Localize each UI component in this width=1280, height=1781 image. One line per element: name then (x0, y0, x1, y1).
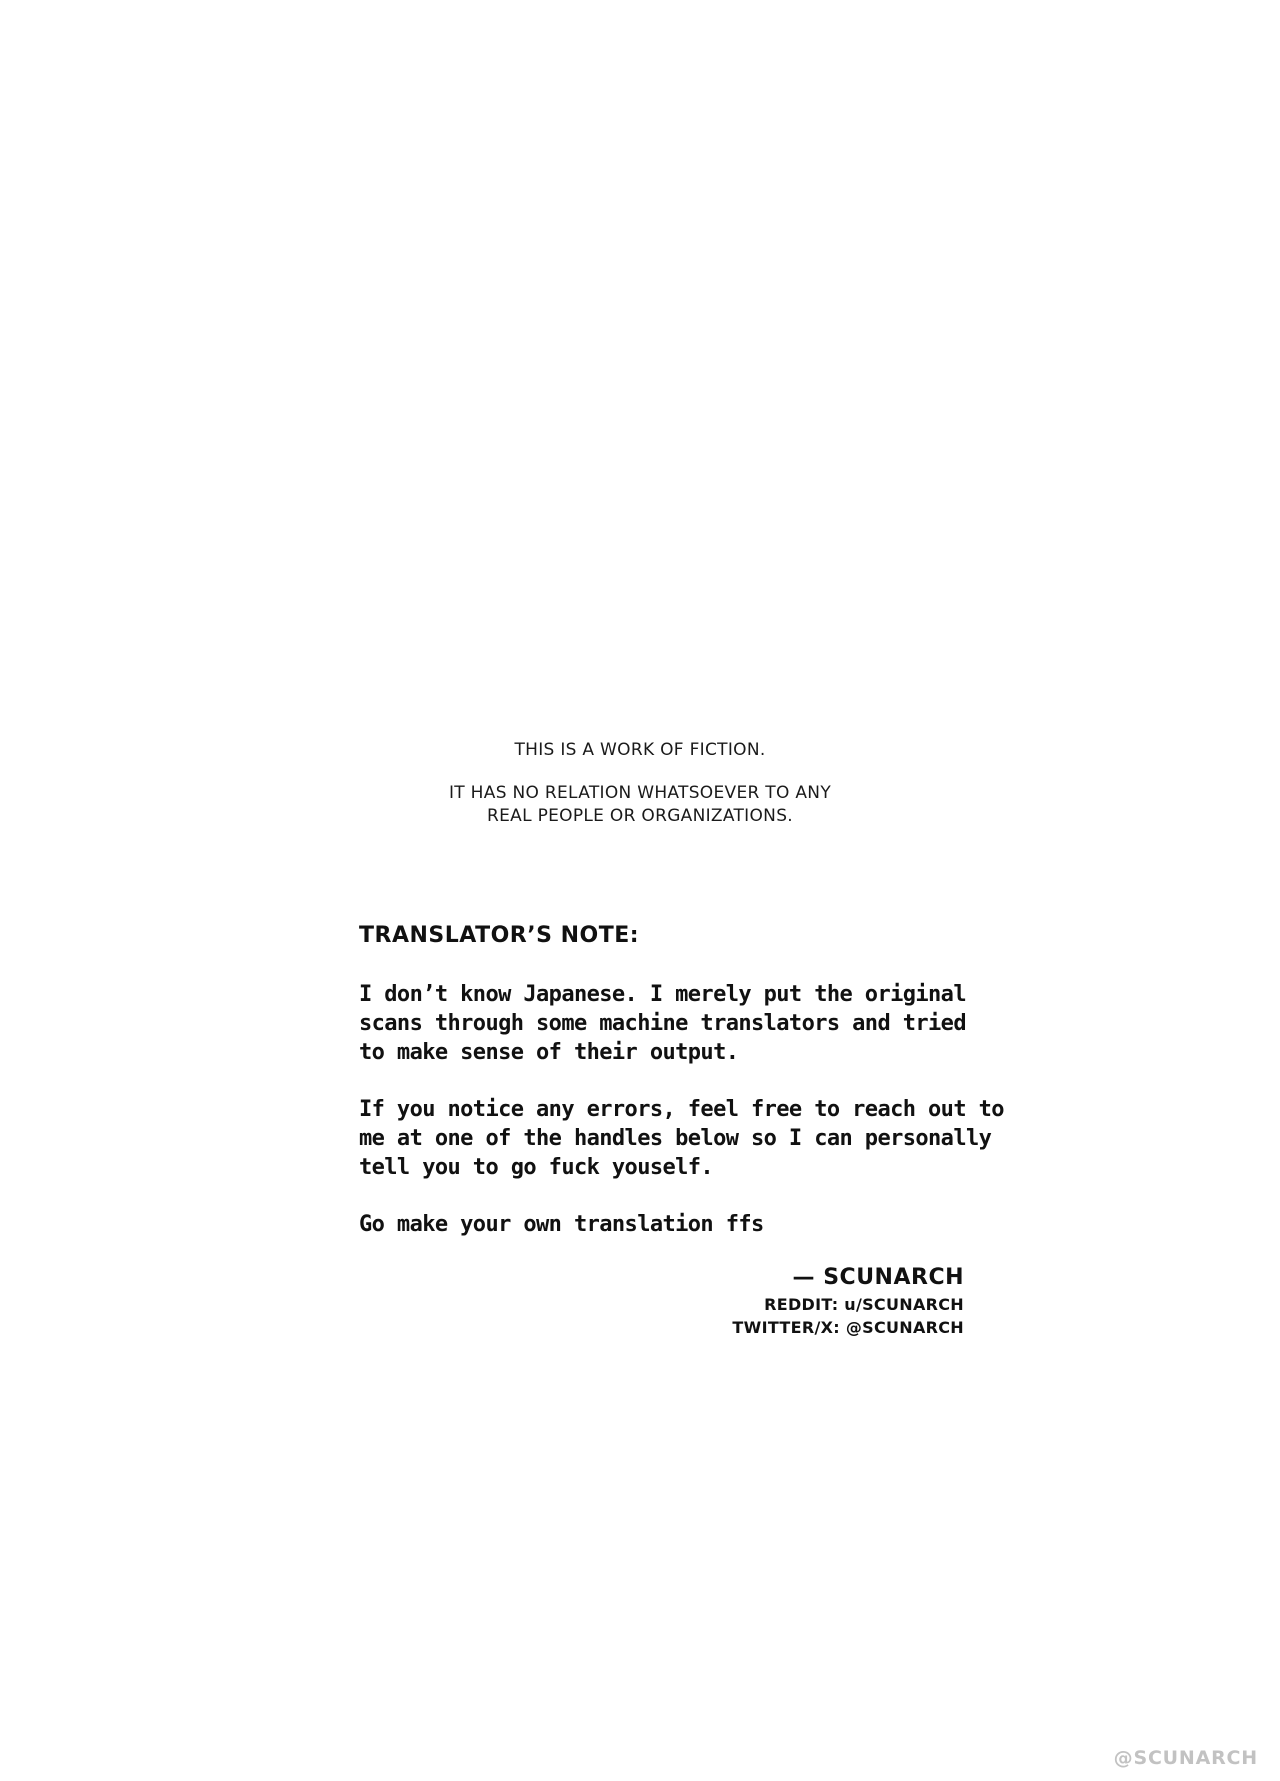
note-paragraph-2 (359, 1095, 1004, 1182)
disclaimer-line-2: IT HAS NO RELATION WHATSOEVER TO ANY (448, 783, 832, 803)
note-paragraph-2-line-3: tell you to go fuck youself. (359, 1155, 714, 1180)
note-paragraph-1-line-1: I don’t know Japanese. I merely put the original (359, 982, 966, 1007)
watermark: @SCUNARCH (1113, 1747, 1258, 1769)
note-paragraph-2-line-1: If you notice any errors, feel free to reach out to (359, 1097, 1004, 1122)
note-paragraph-3 (359, 1210, 969, 1239)
note-paragraph-2-line-2: me at one of the handles below so I can personally (359, 1126, 992, 1151)
note-paragraph-3-line-1: Go make your own translation ffs (359, 1212, 764, 1237)
signature-reddit-handle: REDDIT: u/SCUNARCH (764, 1295, 964, 1314)
signature-name: — SCUNARCH (792, 1265, 964, 1290)
signature-twitter-handle: TWITTER/X: @SCUNARCH (732, 1318, 964, 1337)
note-paragraph-1-line-3: to make sense of their output. (359, 1040, 739, 1065)
translators-note-heading: TRANSLATOR’S NOTE: (359, 923, 640, 948)
note-paragraph-1 (359, 980, 969, 1067)
disclaimer-line-1: THIS IS A WORK OF FICTION. (514, 740, 766, 760)
disclaimer-line-3: REAL PEOPLE OR ORGANIZATIONS. (487, 806, 793, 826)
note-paragraph-1-line-2: scans through some machine translators and tried (359, 1011, 966, 1036)
